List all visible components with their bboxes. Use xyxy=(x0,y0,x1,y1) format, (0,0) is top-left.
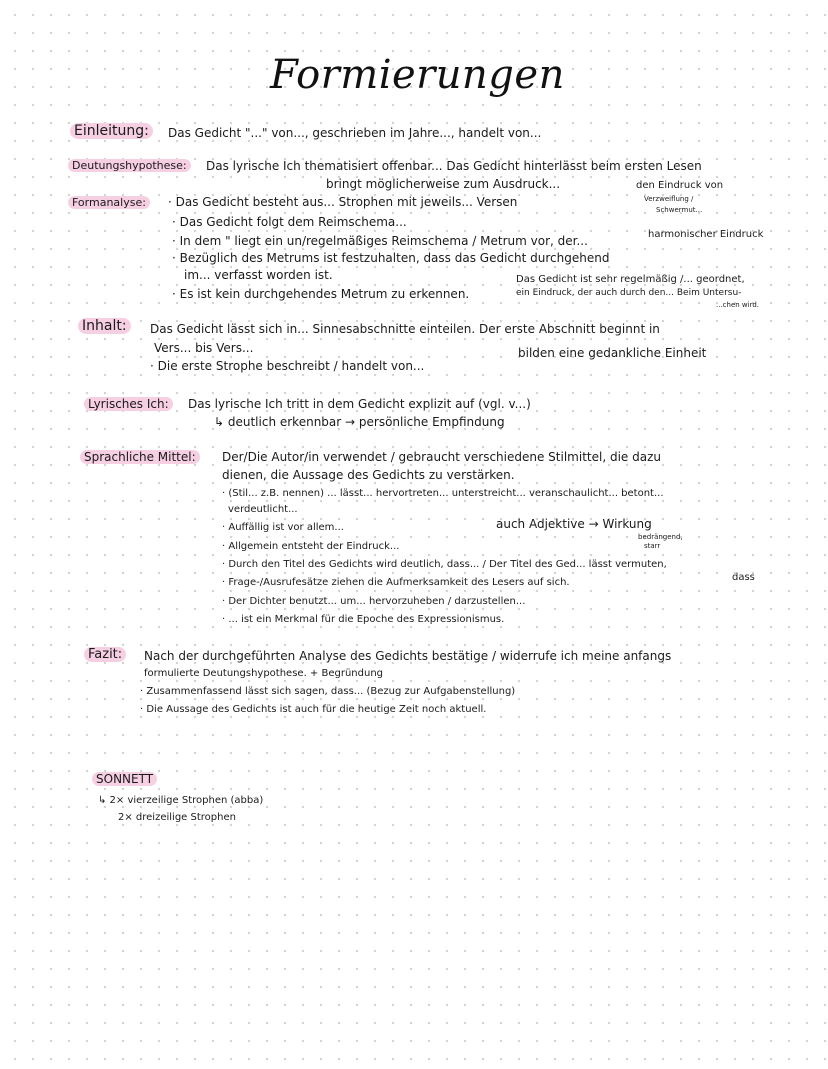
deutungshypothese-label: Deutungshypothese: xyxy=(72,160,191,172)
sprachliche-mittel-note: bedrängend, xyxy=(638,533,683,541)
sprachliche-mittel-line: · Frage-/Ausrufesätze ziehen die Aufmerksamkeit des Lesers auf sich. xyxy=(222,577,570,588)
formanalyse-line: · Das Gedicht besteht aus... Strophen mit jeweils... Versen xyxy=(168,195,518,209)
inhalt-line2-right: bilden eine gedankliche Einheit xyxy=(518,346,707,360)
fazit-line: formulierte Deutungshypothese. + Begründung xyxy=(144,668,383,679)
sonett-label: SONNETT xyxy=(96,772,157,787)
einleitung-text: Das Gedicht "..." von..., geschrieben im Jahre..., handelt von... xyxy=(168,126,542,140)
fazit-line: · Die Aussage des Gedichts ist auch für die heutige Zeit noch aktuell. xyxy=(140,704,487,715)
inhalt-label: Inhalt: xyxy=(82,319,131,334)
inhalt-line1: Das Gedicht lässt sich in... Sinnesabschnitte einteilen. Der erste Abschnitt beginnt in xyxy=(150,322,660,336)
inhalt-line2: Vers... bis Vers... xyxy=(154,341,254,355)
sprachliche-mittel-note: starr xyxy=(644,542,661,550)
formanalyse-note: Das Gedicht ist sehr regelmäßig /... geordnet, xyxy=(516,274,745,285)
formanalyse-note: ...chen wird. xyxy=(716,301,760,309)
formanalyse-note: harmonischer Eindruck xyxy=(648,229,764,240)
sprachliche-mittel-note: auch Adjektive → Wirkung xyxy=(496,517,652,531)
sprachliche-mittel-line: Der/Die Autor/in verwendet / gebraucht verschiedene Stilmittel, die dazu xyxy=(222,450,661,464)
sprachliche-mittel-label: Sprachliche Mittel: xyxy=(84,450,200,465)
deutungshypothese-line2: bringt möglicherweise zum Ausdruck... xyxy=(326,177,561,191)
fazit-line: Nach der durchgeführten Analyse des Gedichts bestätige / widerrufe ich meine anfangs xyxy=(144,649,672,663)
deutungshypothese-note: Schwermut... xyxy=(656,206,703,214)
formanalyse-line: · Bezüglich des Metrums ist festzuhalten, dass das Gedicht durchgehend xyxy=(172,251,610,265)
sprachliche-mittel-line: verdeutlicht... xyxy=(228,504,298,515)
lyrisches-ich-label: Lyrisches Ich: xyxy=(88,397,173,412)
sprachliche-mittel-line: · Allgemein entsteht der Eindruck... xyxy=(222,541,400,552)
formanalyse-line: · In dem " liegt ein un/regelmäßiges Reimschema / Metrum vor, der... xyxy=(172,234,588,248)
lyrisches-ich-line2: ↳ deutlich erkennbar → persönliche Empfindung xyxy=(214,415,505,429)
sonett-line: ↳ 2× vierzeilige Strophen (abba) xyxy=(98,795,264,806)
deutungshypothese-note: den Eindruck von xyxy=(636,180,724,191)
page-title: Formierungen xyxy=(270,52,565,98)
formanalyse-note: ein Eindruck, der auch durch den... Beim Untersu- xyxy=(516,288,742,298)
sprachliche-mittel-line: · ... ist ein Merkmal für die Epoche des Expressionismus. xyxy=(222,614,505,625)
formanalyse-line: · Es ist kein durchgehendes Metrum zu erkennen. xyxy=(172,287,470,301)
deutungshypothese-line1: Das lyrische Ich thematisiert offenbar... Das Gedicht hinterlässt beim ersten Lesen xyxy=(206,159,702,173)
fazit-line: · Zusammenfassend lässt sich sagen, dass... (Bezug zur Aufgabenstellung) xyxy=(140,686,516,697)
formanalyse-line: im... verfasst worden ist. xyxy=(184,268,333,282)
einleitung-label: Einleitung: xyxy=(74,124,153,139)
sprachliche-mittel-line: dienen, die Aussage des Gedichts zu verstärken. xyxy=(222,468,515,482)
sprachliche-mittel-note: dass xyxy=(732,572,755,583)
sprachliche-mittel-line: · (Stil... z.B. nennen) ... lässt... hervortreten... unterstreicht... veranschaulicht... betont... xyxy=(222,488,664,499)
sonett-line: 2× dreizeilige Strophen xyxy=(118,812,236,823)
sprachliche-mittel-line: · Durch den Titel des Gedichts wird deutlich, dass... / Der Titel des Ged... lässt vermuten, xyxy=(222,559,667,570)
formanalyse-label: Formanalyse: xyxy=(72,197,150,209)
lyrisches-ich-line1: Das lyrische Ich tritt in dem Gedicht explizit auf (vgl. v...) xyxy=(188,397,531,411)
formanalyse-line: · Das Gedicht folgt dem Reimschema... xyxy=(172,215,407,229)
sprachliche-mittel-line: · Auffällig ist vor allem... xyxy=(222,522,344,533)
sprachliche-mittel-line: · Der Dichter benutzt... um... hervorzuheben / darzustellen... xyxy=(222,596,526,607)
fazit-label: Fazit: xyxy=(88,647,126,662)
deutungshypothese-note: Verzweiflung / xyxy=(644,195,694,203)
inhalt-line3: · Die erste Strophe beschreibt / handelt von... xyxy=(150,359,425,373)
